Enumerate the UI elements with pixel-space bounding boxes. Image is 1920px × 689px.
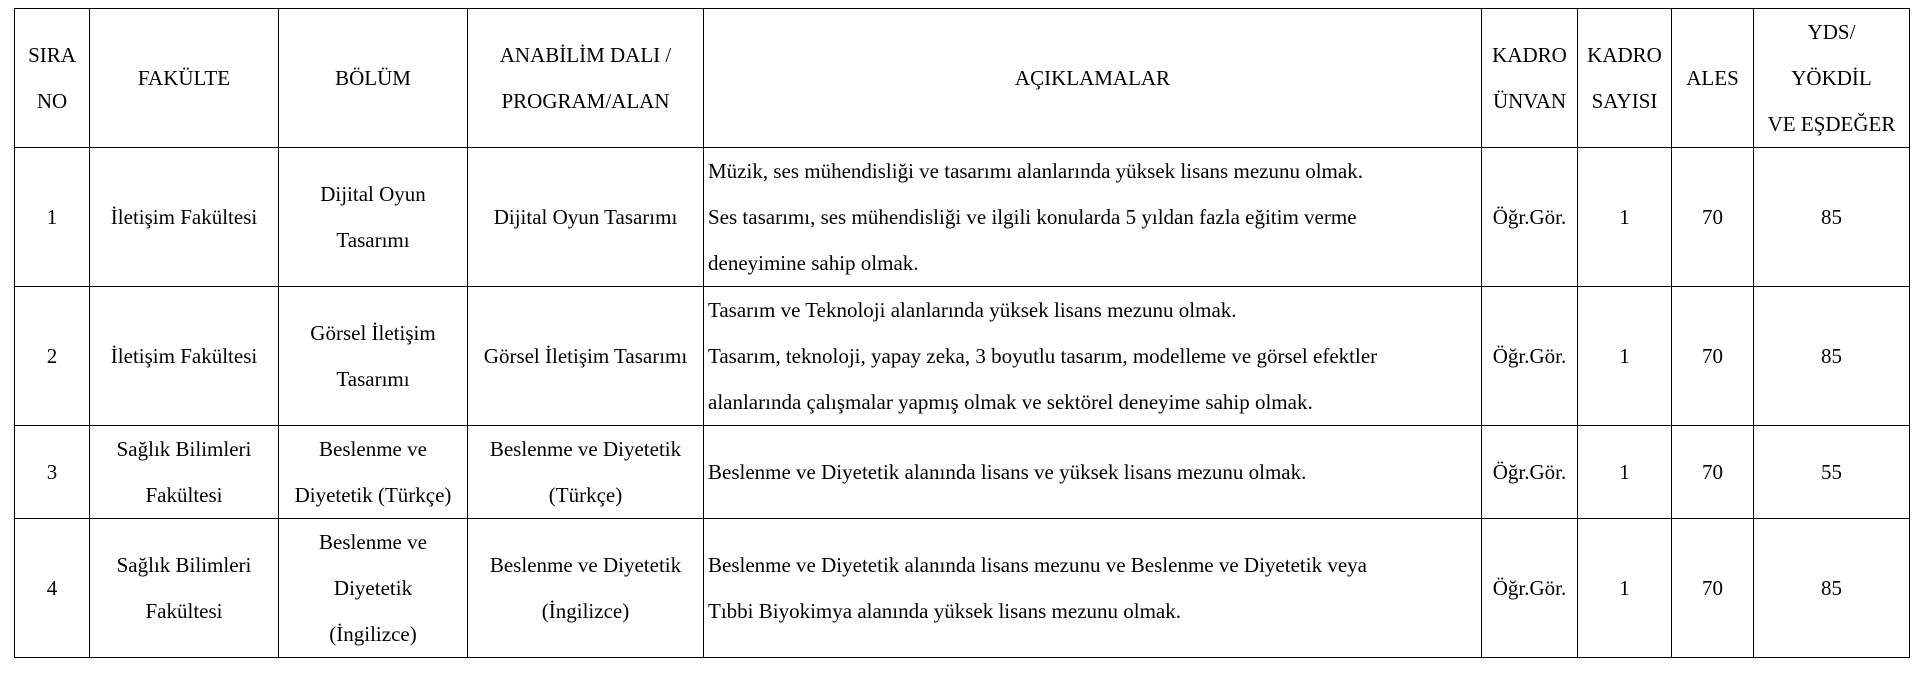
- cell-kadro-sayisi: 1: [1578, 287, 1672, 426]
- cell-aciklama: Müzik, ses mühendisliği ve tasarımı alanlarında yüksek lisans mezunu olmak. Ses tasarımı, ses mühendisliği ve ilgili konularda 5 yıldan fazla eğitim verme deneyimine sahip olmak.: [704, 148, 1482, 287]
- cell-yds: 55: [1754, 426, 1910, 519]
- cell-bolum: Görsel İletişim Tasarımı: [279, 287, 468, 426]
- cell-sira: 4: [15, 519, 90, 658]
- table-row: [15, 287, 1910, 426]
- cell-sira: 3: [15, 426, 90, 519]
- header-kadro-unvan: KADRO ÜNVAN: [1482, 9, 1578, 148]
- header-yds: YDS/ YÖKDİL VE EŞDEĞER: [1754, 9, 1910, 148]
- cell-yds: 85: [1754, 148, 1910, 287]
- cell-anabilim: Beslenme ve Diyetetik (Türkçe): [468, 426, 704, 519]
- cell-ales: 70: [1672, 519, 1754, 658]
- cell-sira: 2: [15, 287, 90, 426]
- cell-yds: 85: [1754, 519, 1910, 658]
- header-bolum: BÖLÜM: [279, 9, 468, 148]
- cell-anabilim: Görsel İletişim Tasarımı: [468, 287, 704, 426]
- cell-fakulte: Sağlık Bilimleri Fakültesi: [90, 426, 279, 519]
- table-row: [15, 426, 1910, 519]
- cell-bolum: Beslenme ve Diyetetik (İngilizce): [279, 519, 468, 658]
- cell-unvan: Öğr.Gör.: [1482, 287, 1578, 426]
- cell-kadro-sayisi: 1: [1578, 148, 1672, 287]
- cell-fakulte: İletişim Fakültesi: [90, 148, 279, 287]
- cell-bolum: Beslenme ve Diyetetik (Türkçe): [279, 426, 468, 519]
- cell-unvan: Öğr.Gör.: [1482, 148, 1578, 287]
- cell-sira: 1: [15, 148, 90, 287]
- cell-fakulte: İletişim Fakültesi: [90, 287, 279, 426]
- cell-aciklama: Tasarım ve Teknoloji alanlarında yüksek lisans mezunu olmak. Tasarım, teknoloji, yapay zeka, 3 boyutlu tasarım, modelleme ve görsel efektler alanlarında çalışmalar yapmış olmak ve sektörel deneyime sahip olmak.: [704, 287, 1482, 426]
- cell-aciklama: Beslenme ve Diyetetik alanında lisans mezunu ve Beslenme ve Diyetetik veya Tıbbi Biyokimya alanında yüksek lisans mezunu olmak.: [704, 519, 1482, 658]
- cell-fakulte: Sağlık Bilimleri Fakültesi: [90, 519, 279, 658]
- header-fakulte: FAKÜLTE: [90, 9, 279, 148]
- cell-yds: 85: [1754, 287, 1910, 426]
- cell-anabilim: Beslenme ve Diyetetik (İngilizce): [468, 519, 704, 658]
- header-row: [15, 9, 1910, 148]
- kadro-ilan-table: [14, 8, 1910, 658]
- cell-ales: 70: [1672, 426, 1754, 519]
- header-kadro-sayisi: KADRO SAYISI: [1578, 9, 1672, 148]
- cell-kadro-sayisi: 1: [1578, 426, 1672, 519]
- table-row: [15, 519, 1910, 658]
- table-row: [15, 148, 1910, 287]
- cell-bolum: Dijital Oyun Tasarımı: [279, 148, 468, 287]
- cell-unvan: Öğr.Gör.: [1482, 426, 1578, 519]
- header-anabilim-dali: ANABİLİM DALI / PROGRAM/ALAN: [468, 9, 704, 148]
- header-ales: ALES: [1672, 9, 1754, 148]
- cell-ales: 70: [1672, 148, 1754, 287]
- cell-anabilim: Dijital Oyun Tasarımı: [468, 148, 704, 287]
- cell-kadro-sayisi: 1: [1578, 519, 1672, 658]
- cell-ales: 70: [1672, 287, 1754, 426]
- header-sira-no: SIRA NO: [15, 9, 90, 148]
- cell-aciklama: Beslenme ve Diyetetik alanında lisans ve yüksek lisans mezunu olmak.: [704, 426, 1482, 519]
- cell-unvan: Öğr.Gör.: [1482, 519, 1578, 658]
- header-aciklamalar: AÇIKLAMALAR: [704, 9, 1482, 148]
